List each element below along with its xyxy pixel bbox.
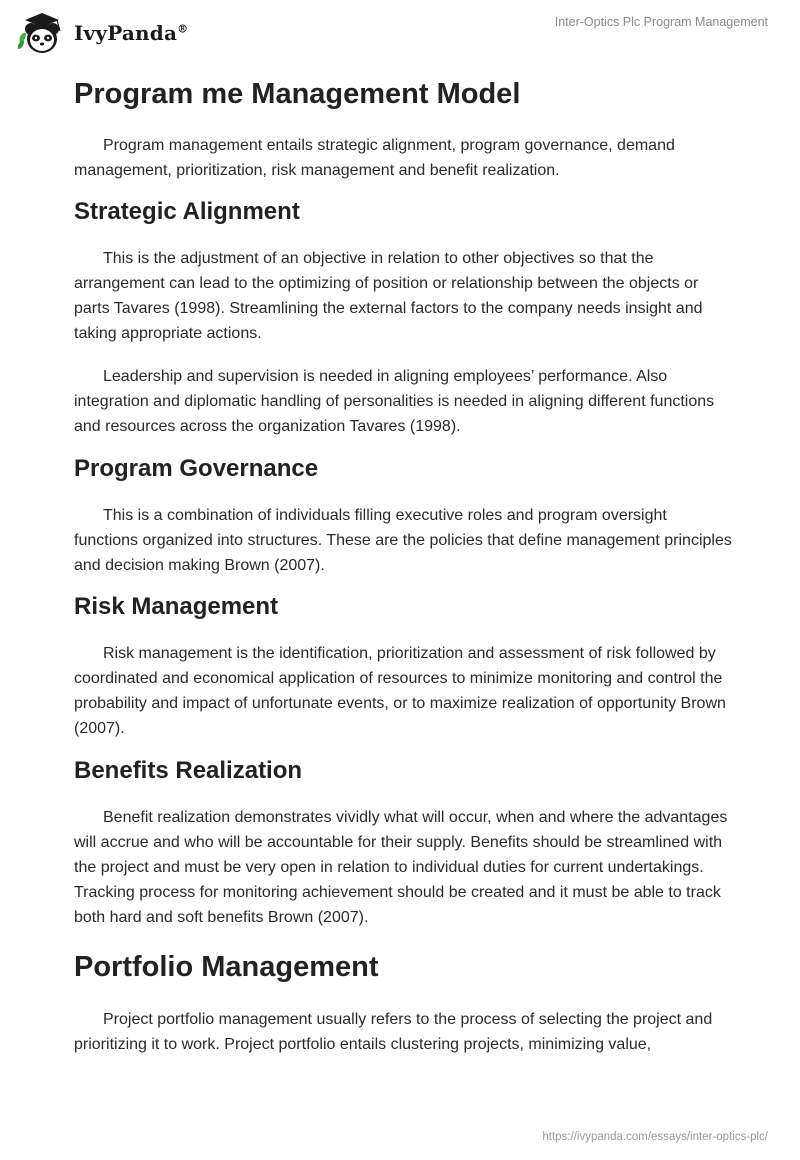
- paragraph-program-governance: This is a combination of individuals filling executive roles and program oversight functions organized into structures. These are the policies that define management principles and decision making Brown (2007).: [74, 507, 732, 574]
- paragraph-portfolio-management: Project portfolio management usually refers to the process of selecting the project and prioritizing it to work. Project portfolio entails clustering projects, minimizing value,: [74, 1011, 713, 1053]
- page-header: [0, 0, 800, 64]
- heading-program-me-management-model: Program me Management Model: [74, 78, 521, 110]
- panda-graduate-icon: [14, 9, 70, 57]
- paragraph-program-me: Program management entails strategic alignment, program governance, demand management, prioritization, risk management and benefit realization.: [74, 137, 675, 179]
- paragraph-strategic-alignment-2: Leadership and supervision is needed in aligning employees’ performance. Also integration and diplomatic handling of personalities is needed in aligning different functions and resources across the organization Tavares (1998).: [74, 368, 715, 435]
- document-title: Inter-Optics Plc Program Management: [554, 15, 768, 29]
- source-url[interactable]: https://ivypanda.com/essays/inter-optics-plc/: [542, 1131, 768, 1143]
- essay-content: [74, 70, 734, 1057]
- paragraph-risk-management: Risk management is the identification, prioritization and assessment of risk followed by coordinated and economical application of resources to minimize monitoring and control the probability and impact of unfortunate events, or to maximize realization of opportunity Brown (2007).: [74, 645, 726, 737]
- paragraph-benefits-realization: Benefit realization demonstrates vividly what will occur, when and where the advantages will accrue and who will be accountable for their supply. Benefits should be streamlined with the project and must be very open in relation to individual duties for current undertakings. Tracking process for monitoring achievement should be created and it must be able to track both hard and soft benefits Brown (2007).: [74, 809, 728, 926]
- heading-strategic-alignment: Strategic Alignment: [74, 198, 300, 225]
- logo-text: IvyPanda®: [74, 21, 189, 45]
- paragraph-strategic-alignment-1: This is the adjustment of an objective in relation to other objectives so that the arrangement can lead to the optimizing of position or relationship between the objects or parts Tavares (1998). Streamlining the external factors to the company needs insight and taking appropriate actions.: [74, 250, 703, 342]
- heading-portfolio-management: Portfolio Management: [74, 951, 379, 983]
- heading-risk-management: Risk Management: [74, 593, 279, 620]
- ivypanda-logo[interactable]: [14, 9, 188, 57]
- heading-program-governance: Program Governance: [74, 455, 319, 482]
- heading-benefits-realization: Benefits Realization: [74, 757, 303, 784]
